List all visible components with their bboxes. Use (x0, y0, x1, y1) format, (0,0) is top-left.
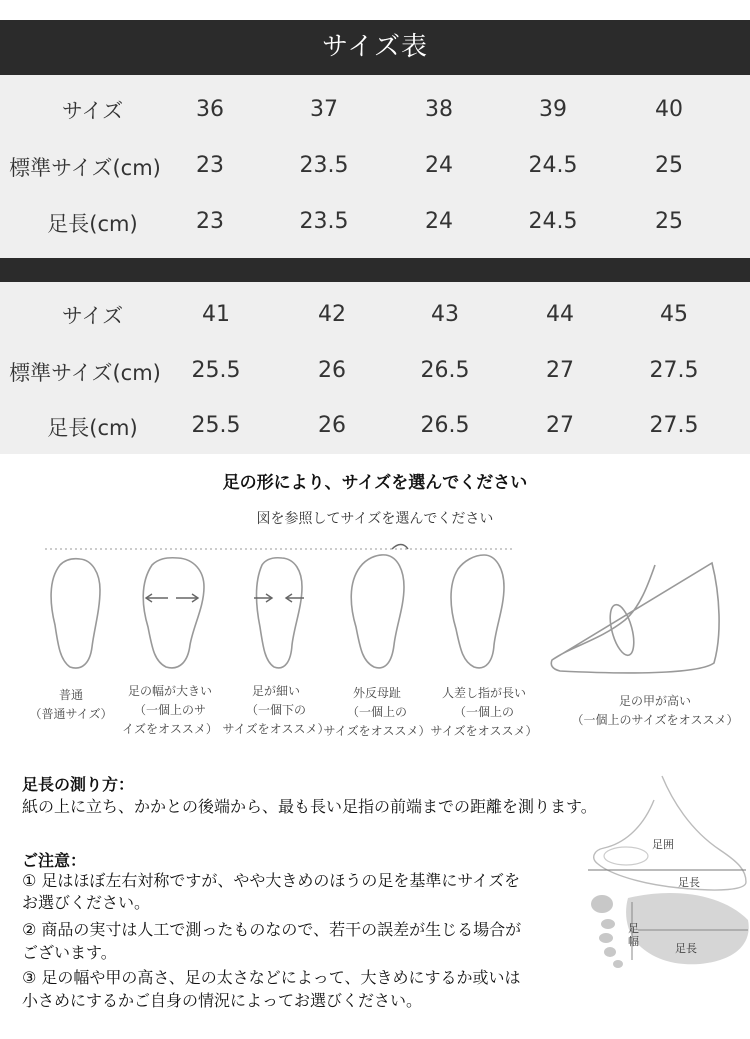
table-cell: 23.5 (299, 153, 349, 178)
table-cell: 27.5 (649, 413, 699, 438)
table-cell: 25.5 (191, 358, 241, 383)
wide-foot-icon (143, 558, 204, 668)
table-cell: 43 (431, 302, 459, 327)
foot-width-label: 足 幅 (628, 922, 639, 948)
table-cell: 25 (655, 209, 683, 234)
long-second-toe-foot-icon (451, 555, 504, 668)
table-cell: 23 (196, 153, 224, 178)
size-chart-title-bar (0, 20, 750, 75)
foot-type-caption: 足が細い （一個下の サイズをオススメ） (222, 684, 330, 736)
row-label-standard-size: 標準サイズ(cm) (9, 361, 161, 385)
table-cell: 24 (425, 153, 453, 178)
table-cell: 27 (546, 413, 574, 438)
table-cell: 26.5 (420, 358, 470, 383)
note-line: お選びください。 (22, 893, 151, 912)
row-label-foot-length: 足長(cm) (47, 416, 138, 440)
measurement-heading: 足長の測り方： (22, 775, 135, 794)
foot-length-label-top: 足長 (678, 876, 700, 889)
table-cell: 27 (546, 358, 574, 383)
note-line: ② 商品の実寸は人工で測ったものなので、若干の誤差が生じる場合が (22, 920, 522, 939)
foot-measure-diagram (580, 770, 750, 980)
foot-length-label-bottom: 足長 (675, 942, 697, 955)
table-cell: 45 (660, 302, 688, 327)
table-cell: 26.5 (420, 413, 470, 438)
foot-girth-label: 足囲 (652, 838, 674, 851)
row-label-size: サイズ (61, 304, 124, 328)
table-cell: 26 (318, 413, 346, 438)
foot-type-caption: 足の甲が高い （一個上のサイズをオススメ） (571, 694, 739, 727)
row-label-foot-length: 足長(cm) (47, 212, 138, 236)
size-table-1 (0, 75, 750, 258)
foot-type-caption: 人差し指が長い （一個上の サイズをオススメ） (430, 686, 538, 738)
note-line: ① 足はほぼ左右対称ですが、やや大きめのほうの足を基準にサイズを (22, 871, 521, 890)
foot-shape-heading: 足の形により、サイズを選んでください (222, 473, 528, 493)
table-cell: 25 (655, 153, 683, 178)
note-line: ③ 足の幅や甲の高さ、足の太さなどによって、大きめにするか或いは (22, 968, 521, 987)
foot-shape-subheading: 図を参照してサイズを選んでください (256, 511, 494, 527)
table-cell: 27.5 (649, 358, 699, 383)
notes-heading: ご注意： (22, 851, 87, 870)
table-cell: 24 (425, 209, 453, 234)
table-cell: 41 (202, 302, 230, 327)
foot-side-view-icon (594, 776, 746, 890)
table-cell: 44 (546, 302, 574, 327)
bunion-foot-icon (351, 555, 404, 668)
table-cell: 40 (655, 97, 683, 122)
table-cell: 36 (196, 97, 224, 122)
table-cell: 24.5 (528, 153, 578, 178)
table-divider-bar (0, 258, 750, 282)
foot-type-caption: 普通 （普通サイズ） (29, 688, 113, 721)
table-cell: 42 (318, 302, 346, 327)
table-cell: 39 (539, 97, 567, 122)
foot-type-caption: 足の幅が大きい （一個上のサ イズをオススメ） (122, 684, 218, 736)
high-instep-foot-icon (551, 563, 719, 673)
row-label-size: サイズ (61, 99, 124, 123)
table-cell: 26 (318, 358, 346, 383)
size-table-2 (0, 282, 750, 454)
size-chart-title: サイズ表 (322, 32, 428, 62)
table-cell: 24.5 (528, 209, 578, 234)
measurement-instructions: 紙の上に立ち、かかとの後端から、最も長い足指の前端までの距離を測ります。 (22, 797, 597, 816)
table-cell: 38 (425, 97, 453, 122)
table-cell: 37 (310, 97, 338, 122)
foot-type-caption: 外反母趾 （一個上の サイズをオススメ） (323, 686, 431, 738)
table-cell: 25.5 (191, 413, 241, 438)
row-label-standard-size: 標準サイズ(cm) (9, 156, 161, 180)
table-cell: 23 (196, 209, 224, 234)
narrow-foot-icon (257, 558, 303, 668)
normal-foot-icon (51, 559, 100, 668)
table-cell: 23.5 (299, 209, 349, 234)
foot-shapes-illustration (0, 535, 750, 685)
note-line: ございます。 (22, 943, 117, 962)
note-line: 小さめにするかご自身の情況によってお選びください。 (22, 991, 423, 1010)
